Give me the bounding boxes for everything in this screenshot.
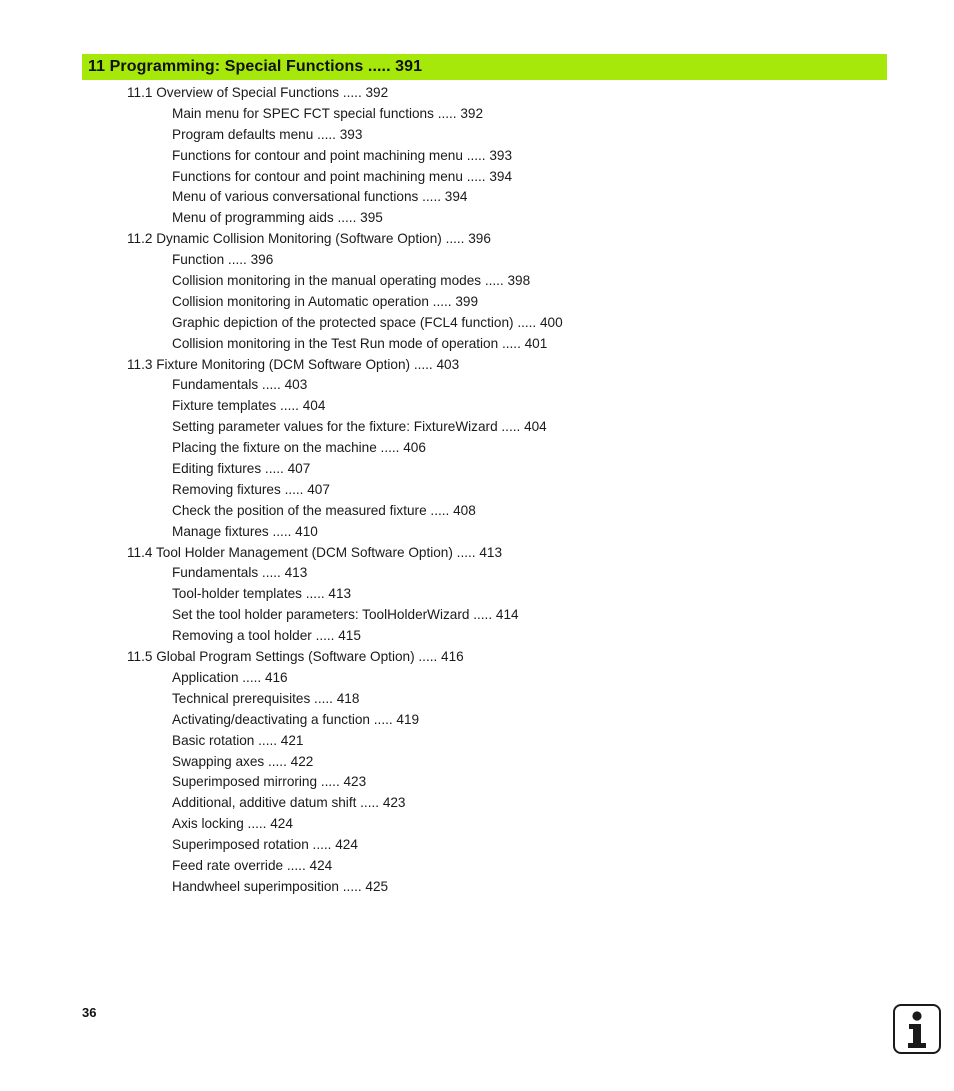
table-of-contents xyxy=(0,83,954,898)
toc-section-entry[interactable]: 11.3 Fixture Monitoring (DCM Software Option) ..... 403 xyxy=(127,356,460,372)
page-number: 36 xyxy=(82,1005,97,1020)
toc-section-entry[interactable]: 11.4 Tool Holder Management (DCM Software Option) ..... 413 xyxy=(127,544,503,560)
toc-subsection-entry[interactable]: Tool-holder templates ..... 413 xyxy=(172,586,352,602)
toc-subsection-entry[interactable]: Fixture templates ..... 404 xyxy=(172,398,326,414)
toc-subsection-entry[interactable]: Placing the fixture on the machine ..... 406 xyxy=(172,440,426,456)
toc-subsection-entry[interactable]: Function ..... 396 xyxy=(172,252,274,268)
toc-subsection-entry[interactable]: Menu of various conversational functions ..... 394 xyxy=(172,189,468,205)
toc-subsection-entry[interactable]: Main menu for SPEC FCT special functions ..... 392 xyxy=(172,105,484,121)
toc-subsection-entry[interactable]: Feed rate override ..... 424 xyxy=(172,857,333,873)
toc-subsection-entry[interactable]: Fundamentals ..... 403 xyxy=(172,377,308,393)
chapter-title[interactable]: 11 Programming: Special Functions ..... 391 xyxy=(88,58,423,75)
toc-subsection-entry[interactable]: Additional, additive datum shift ..... 423 xyxy=(172,795,406,811)
toc-subsection-entry[interactable]: Functions for contour and point machining menu ..... 394 xyxy=(172,168,513,184)
toc-subsection-entry[interactable]: Superimposed mirroring ..... 423 xyxy=(172,774,367,790)
toc-subsection-entry[interactable]: Handwheel superimposition ..... 425 xyxy=(172,878,389,894)
toc-subsection-entry[interactable]: Graphic depiction of the protected space (FCL4 function) ..... 400 xyxy=(172,314,563,330)
toc-subsection-entry[interactable]: Swapping axes ..... 422 xyxy=(172,753,314,769)
toc-section-entry[interactable]: 11.2 Dynamic Collision Monitoring (Software Option) ..... 396 xyxy=(127,231,491,247)
toc-subsection-entry[interactable]: Technical prerequisites ..... 418 xyxy=(172,690,360,706)
toc-section-entry[interactable]: 11.1 Overview of Special Functions ..... 392 xyxy=(127,85,389,100)
toc-section-entry[interactable]: 11.5 Global Program Settings (Software Option) ..... 416 xyxy=(127,649,464,665)
info-icon xyxy=(893,1004,941,1054)
toc-subsection-entry[interactable]: Axis locking ..... 424 xyxy=(172,816,293,832)
toc-subsection-entry[interactable]: Editing fixtures ..... 407 xyxy=(172,461,311,477)
toc-subsection-entry[interactable]: Superimposed rotation ..... 424 xyxy=(172,837,358,853)
toc-subsection-entry[interactable]: Setting parameter values for the fixture: FixtureWizard ..... 404 xyxy=(172,419,547,435)
info-icon-glyph xyxy=(895,1006,939,1052)
toc-subsection-entry[interactable]: Menu of programming aids ..... 395 xyxy=(172,210,383,226)
chapter-header-bar xyxy=(82,54,887,80)
toc-subsection-entry[interactable]: Basic rotation ..... 421 xyxy=(172,732,304,748)
toc-subsection-entry[interactable]: Removing fixtures ..... 407 xyxy=(172,481,330,497)
toc-subsection-entry[interactable]: Check the position of the measured fixture ..... 408 xyxy=(172,502,476,518)
toc-subsection-entry[interactable]: Removing a tool holder ..... 415 xyxy=(172,628,361,644)
toc-subsection-entry[interactable]: Manage fixtures ..... 410 xyxy=(172,523,318,539)
toc-subsection-entry[interactable]: Collision monitoring in the manual operating modes ..... 398 xyxy=(172,273,531,289)
toc-subsection-entry[interactable]: Activating/deactivating a function ..... 419 xyxy=(172,711,420,727)
toc-subsection-entry[interactable]: Set the tool holder parameters: ToolHolderWizard ..... 414 xyxy=(172,607,519,623)
toc-subsection-entry[interactable]: Program defaults menu ..... 393 xyxy=(172,126,363,142)
toc-subsection-entry[interactable]: Collision monitoring in the Test Run mode of operation ..... 401 xyxy=(172,335,548,351)
toc-subsection-entry[interactable]: Application ..... 416 xyxy=(172,669,288,685)
toc-subsection-entry[interactable]: Functions for contour and point machining menu ..... 393 xyxy=(172,147,513,163)
toc-subsection-entry[interactable]: Fundamentals ..... 413 xyxy=(172,565,308,581)
toc-subsection-entry[interactable]: Collision monitoring in Automatic operation ..... 399 xyxy=(172,293,479,309)
